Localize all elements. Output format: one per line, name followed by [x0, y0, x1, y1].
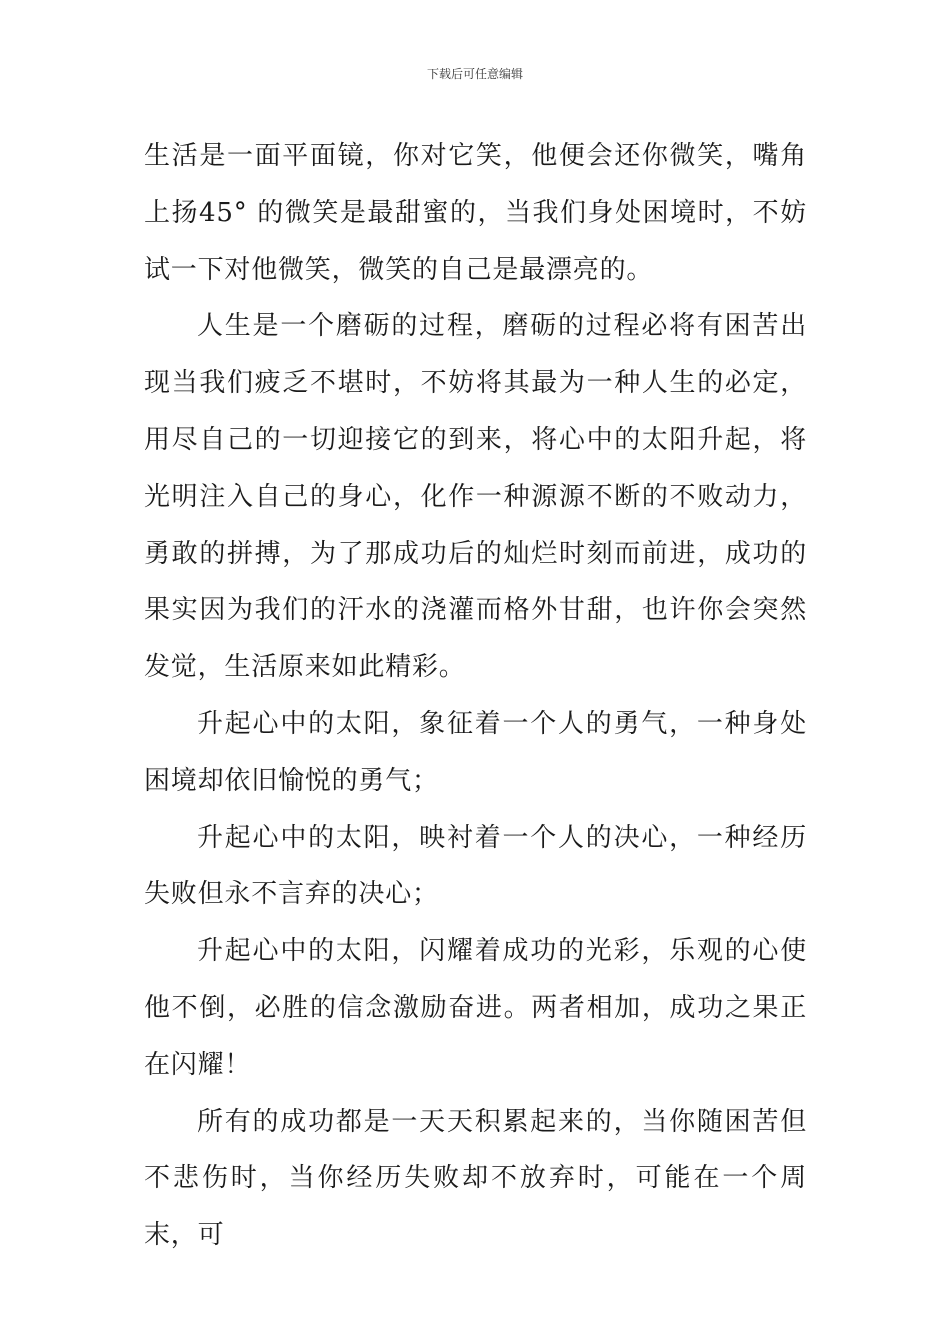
page-header-note: 下载后可任意编辑 [426, 67, 523, 81]
article-body [144, 128, 807, 1264]
paragraph-3: 升起心中的太阳，象征着一个人的勇气，一种身处困境却依旧愉悦的勇气； [144, 708, 807, 796]
paragraph-2: 人生是一个磨砺的过程，磨砺的过程必将有困苦出现当我们疲乏不堪时，不妨将其最为一种人生的必定，用尽自己的一切迎接它的到来，将心中的太阳升起，将光明注入自己的身心，化作一种源源不断的不败动力，勇敢的拼搏，为了那成功后的灿烂时刻而前进，成功的果实因为我们的汗水的浇灌而格外甘甜，也许你会突然发觉，生活原来如此精彩。 [144, 311, 807, 683]
paragraph-1: 生活是一面平面镜，你对它笑，他便会还你微笑，嘴角上扬45° 的微笑是最甜蜜的，当我们身处困境时，不妨试一下对他微笑，微笑的自己是最漂亮的。 [144, 141, 807, 285]
paragraph-6: 所有的成功都是一天天积累起来的，当你随困苦但不悲伤时，当你经历失败却不放弃时，可能在一个周末，可 [144, 1106, 807, 1251]
paragraph-5: 升起心中的太阳，闪耀着成功的光彩，乐观的心使他不倒，必胜的信念激励奋进。两者相加，成功之果正在闪耀！ [144, 936, 807, 1080]
paragraph-4: 升起心中的太阳，映衬着一个人的决心，一种经历失败但永不言弃的决心； [144, 822, 807, 910]
